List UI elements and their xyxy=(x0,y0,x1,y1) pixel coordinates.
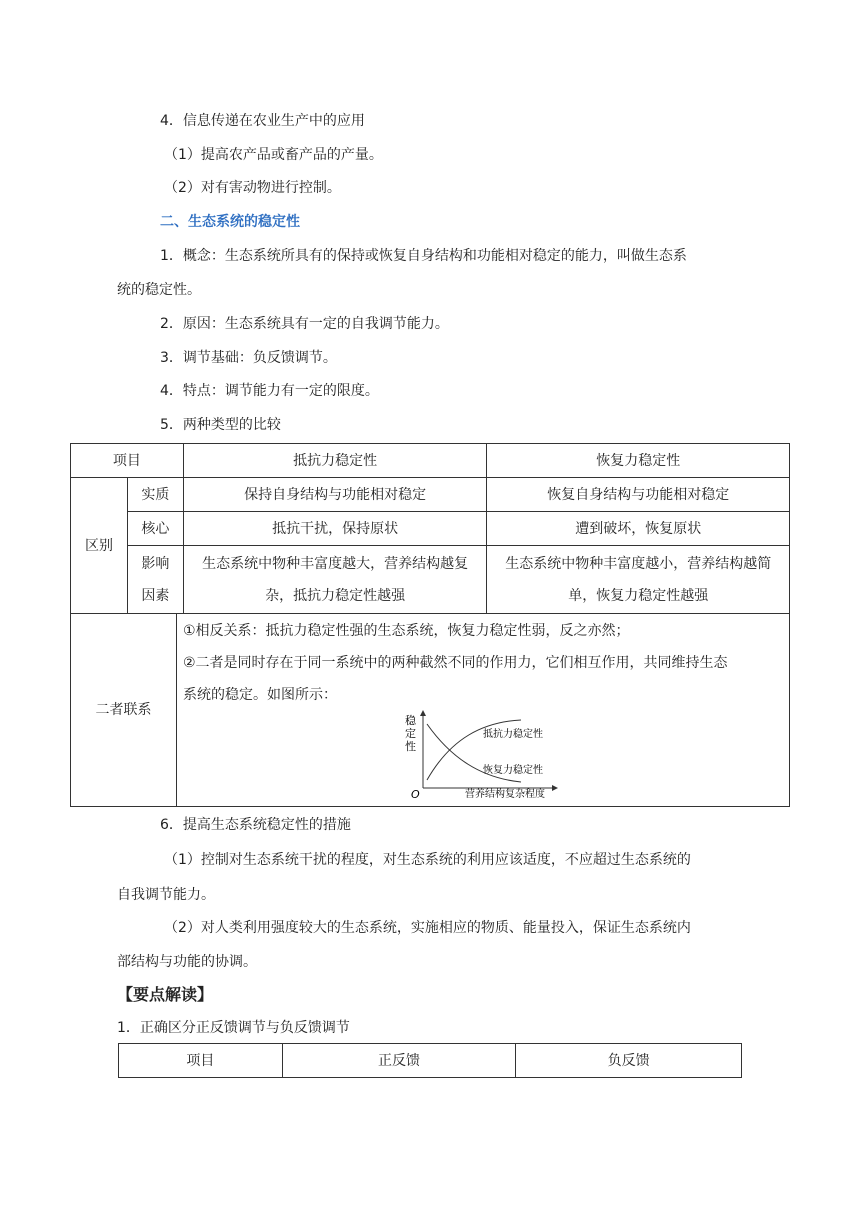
row-label xyxy=(127,546,183,614)
feedback-table xyxy=(118,1043,742,1078)
text-line: 3．调节基础：负反馈调节。 xyxy=(160,350,337,366)
row-label-line: 影响 xyxy=(141,555,170,572)
comparison-table-body xyxy=(70,477,790,614)
cell-line: 杂，抵抗力稳定性越强 xyxy=(265,587,406,604)
header-negative: 负反馈 xyxy=(516,1044,742,1078)
text-line: 2．原因：生态系统具有一定的自我调节能力。 xyxy=(160,316,449,332)
text-line: （1）提高农产品或畜产品的产量。 xyxy=(164,147,383,163)
link-line: 系统的稳定。如图所示： xyxy=(183,687,337,703)
cell-line: 单，恢复力稳定性越强 xyxy=(568,587,709,604)
text-line: （2）对人类利用强度较大的生态系统，实施相应的物质、能量投入，保证生态系统内 xyxy=(164,920,691,936)
cell: 保持自身结构与功能相对稳定 xyxy=(183,478,487,512)
cell-line: 生态系统中物种丰富度越大，营养结构越复 xyxy=(202,555,469,572)
y-axis-label: 性 xyxy=(405,740,416,753)
header-item: 项目 xyxy=(71,444,184,478)
header-resistance: 抵抗力稳定性 xyxy=(183,444,487,478)
comparison-table xyxy=(70,443,790,478)
text-line: 统的稳定性。 xyxy=(117,282,201,298)
text-line: 1．概念：生态系统所具有的保持或恢复自身结构和功能相对稳定的能力，叫做生态系 xyxy=(160,248,687,264)
cell: 遭到破坏，恢复原状 xyxy=(487,512,790,546)
row-label: 实质 xyxy=(127,478,183,512)
origin-label: O xyxy=(411,788,420,798)
cell-line: 生态系统中物种丰富度越小，营养结构越简 xyxy=(505,555,772,572)
y-axis-label: 定 xyxy=(405,727,416,740)
resistance-curve-label: 抵抗力稳定性 xyxy=(483,729,543,740)
cell xyxy=(487,546,790,614)
section-item-4: 4．信息传递在农业生产中的应用 xyxy=(160,113,365,129)
link-label: 二者联系 xyxy=(71,614,177,807)
relationship-table xyxy=(70,613,790,807)
stability-graph xyxy=(183,706,783,798)
cell xyxy=(183,546,487,614)
row-label-line: 因素 xyxy=(141,587,170,604)
header-positive: 正反馈 xyxy=(282,1044,516,1078)
cell: 抵抗干扰，保持原状 xyxy=(183,512,487,546)
header-item: 项目 xyxy=(119,1044,283,1078)
group-label: 区别 xyxy=(71,478,128,614)
text-line: 4．特点：调节能力有一定的限度。 xyxy=(160,383,379,399)
x-axis-label: 营养结构复杂程度 xyxy=(465,789,545,798)
text-line: 5．两种类型的比较 xyxy=(160,417,281,433)
text-line: 1．正确区分正反馈调节与负反馈调节 xyxy=(117,1020,350,1036)
y-axis-arrow xyxy=(420,710,426,716)
header-recovery: 恢复力稳定性 xyxy=(487,444,790,478)
text-line: 自我调节能力。 xyxy=(117,887,215,903)
x-axis-arrow xyxy=(552,785,558,791)
link-line: ②二者是同时存在于同一系统中的两种截然不同的作用力，它们相互作用，共同维持生态 xyxy=(183,655,728,671)
text-line: 部结构与功能的协调。 xyxy=(117,954,257,970)
cell: 恢复自身结构与功能相对稳定 xyxy=(487,478,790,512)
recovery-curve-label: 恢复力稳定性 xyxy=(483,765,543,776)
row-label: 核心 xyxy=(127,512,183,546)
text-line: 6．提高生态系统稳定性的措施 xyxy=(160,817,351,833)
y-axis-label: 稳 xyxy=(405,714,416,727)
section-heading: 二、生态系统的稳定性 xyxy=(160,214,300,230)
link-content xyxy=(177,614,790,807)
text-line: （2）对有害动物进行控制。 xyxy=(164,180,341,196)
text-line: （1）控制对生态系统干扰的程度，对生态系统的利用应该适度，不应超过生态系统的 xyxy=(164,852,691,868)
link-line: ①相反关系：抵抗力稳定性强的生态系统，恢复力稳定性弱，反之亦然； xyxy=(183,623,630,639)
key-points-heading: 【要点解读】 xyxy=(117,985,214,1004)
